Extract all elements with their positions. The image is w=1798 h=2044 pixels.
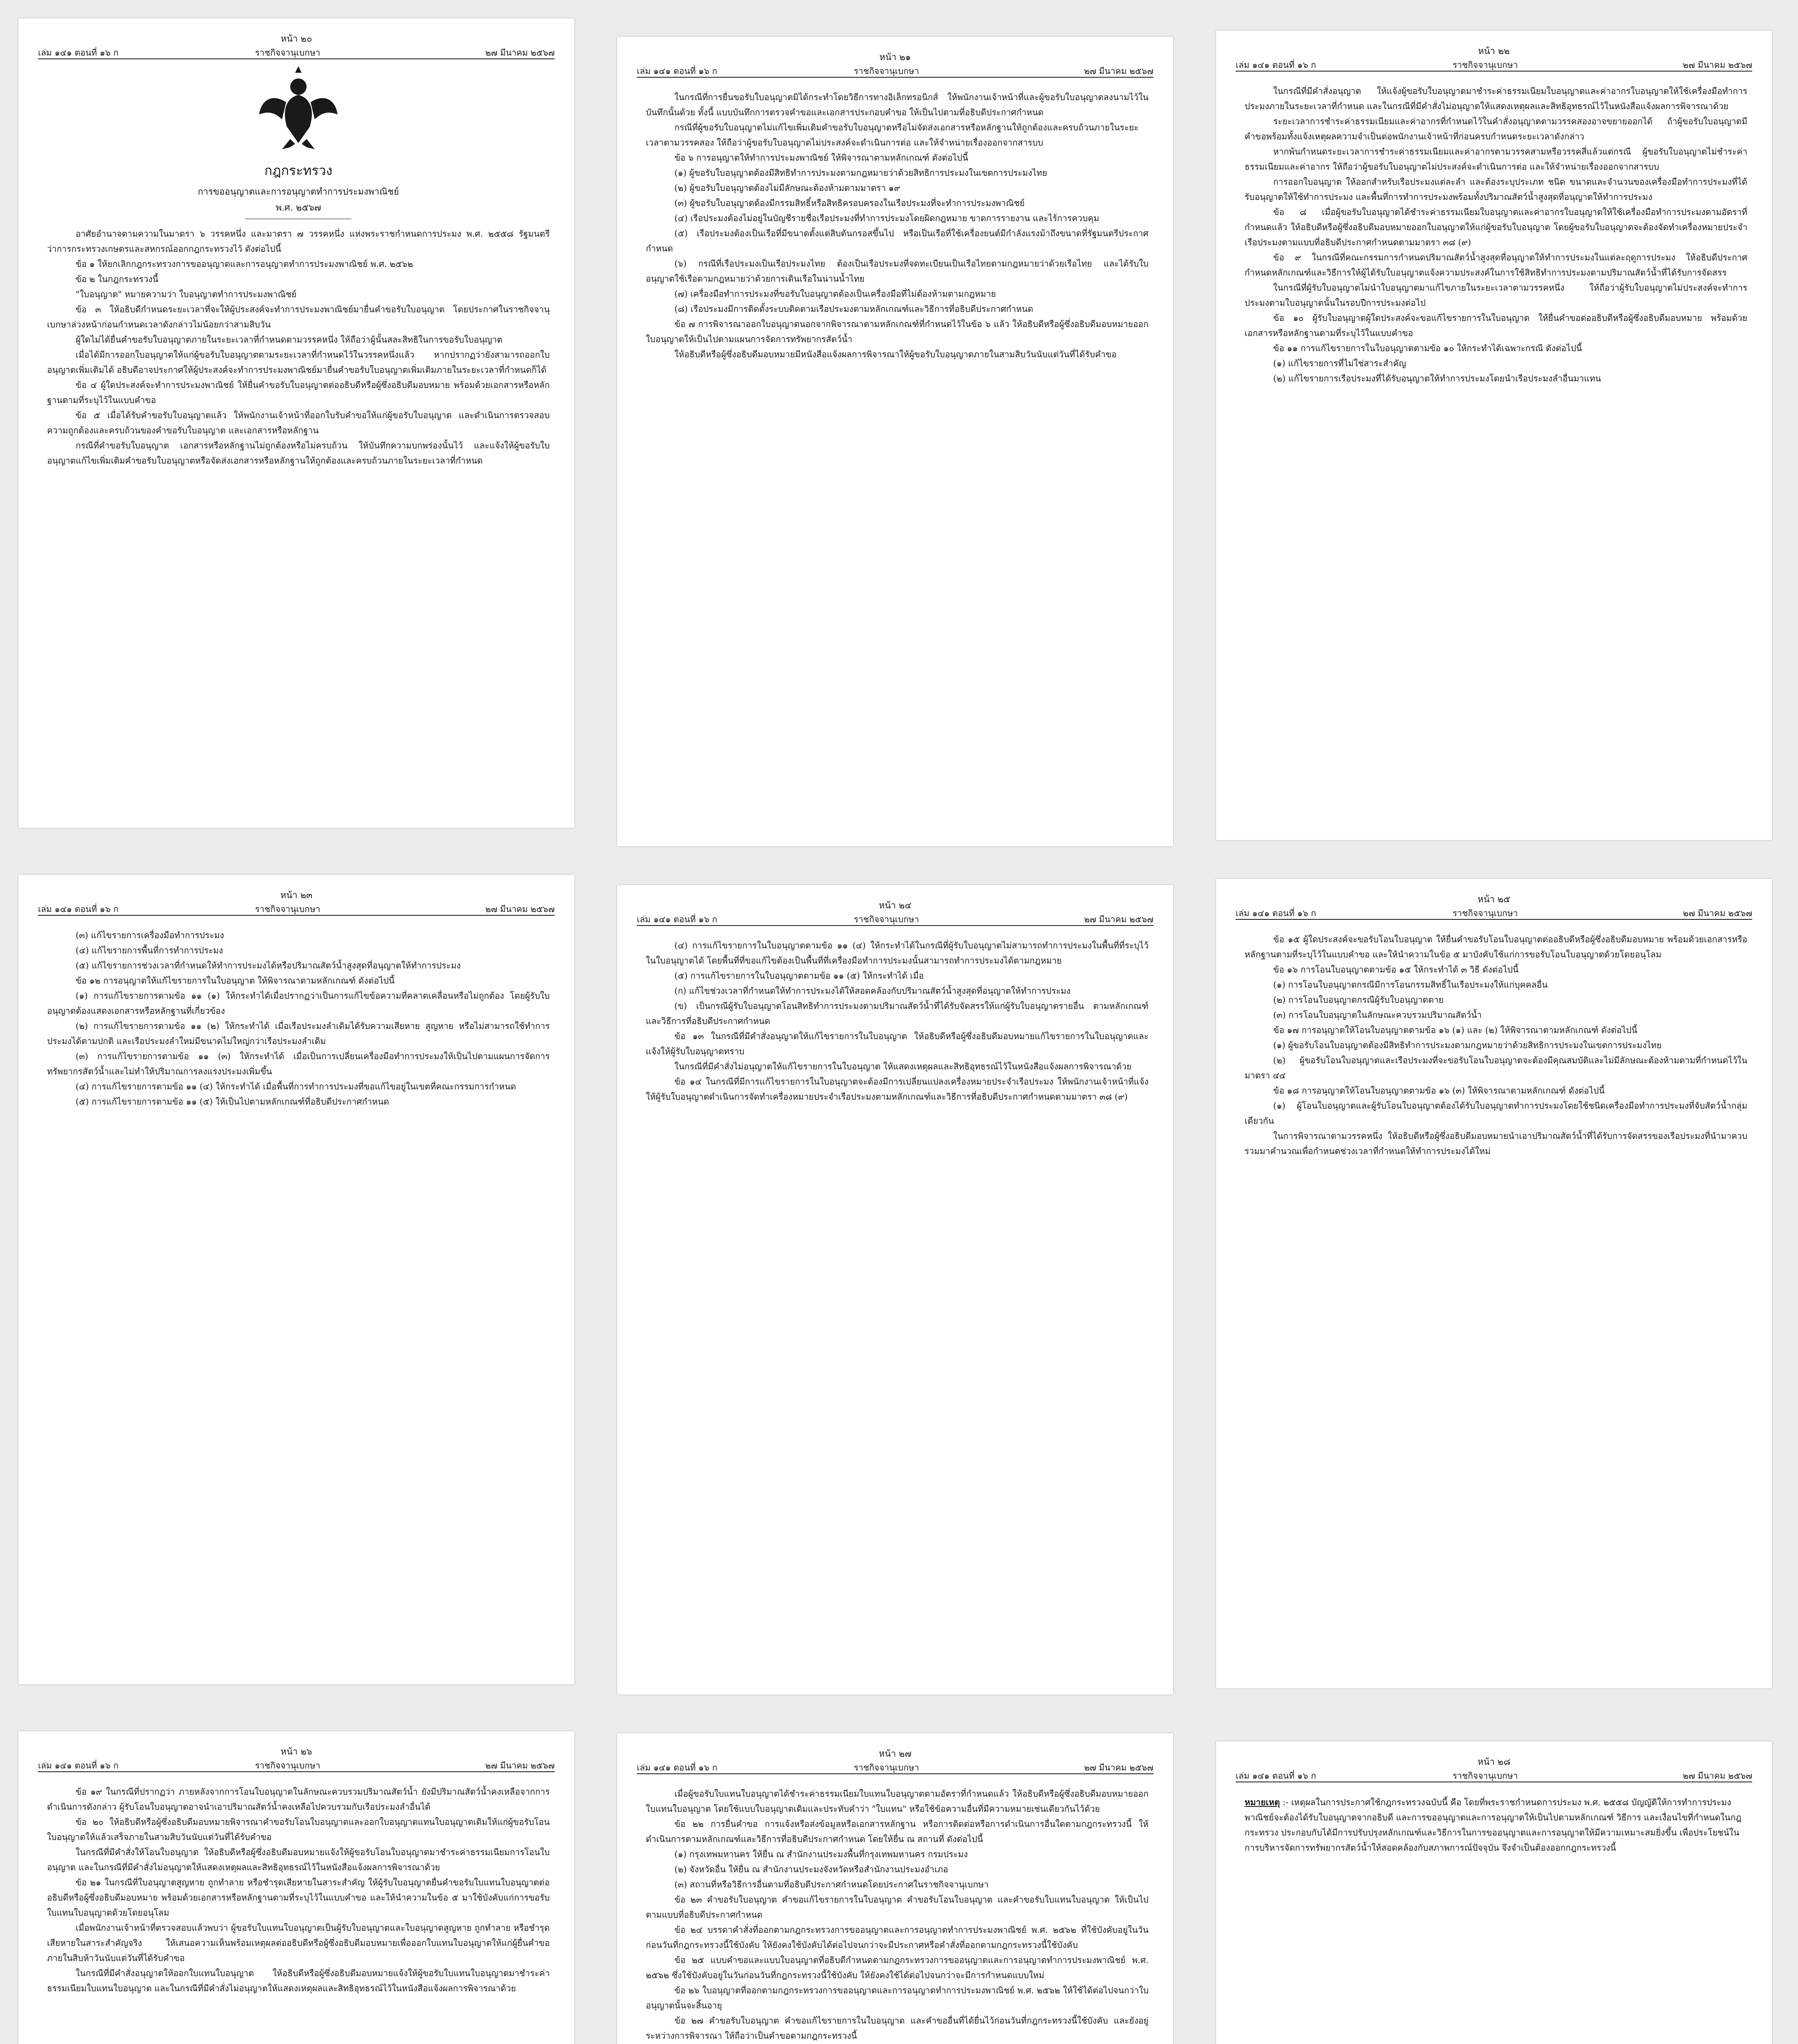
issue-date: ๒๗ มีนาคม ๒๕๖๗ [1683,60,1752,70]
paragraph: (ก) แก้ไขช่วงเวลาที่กำหนดให้ทำการประมงได้ให้สอดคล้องกับปริมาณสัตว์น้ำสูงสุดที่อนุญาตให้ทำการประมง [674,986,1071,996]
volume-label: เล่ม ๑๔๑ ตอนที่ ๑๖ ก [637,66,717,76]
garuda-emblem-icon [257,65,339,151]
page-26 [18,1731,574,2044]
paragraph: ข้อ ๑๙ ในกรณีที่ปรากฏว่า ภายหลังจากการโอนใบอนุญาตในลักษณะควบรวมปริมาณสัตว์น้ำ ยังมีปริมาณสัตว์น้ำคงเหลือจากการดำเนินการดังกล่าว ผู้รับโอนใบอนุญาตอาจนำเอาปริมาณสัตว์น้ำคงเหลือไปควบรวมกับเรือประมงลำอื่นได้ [47,1787,550,1812]
paragraph: (๔) แก้ไขรายการพื้นที่การทำการประมง [76,946,223,955]
paragraph: ข้อ ๒๗ คำขอรับใบอนุญาต คำขอแก้ไขรายการในใบอนุญาต และคำขออื่นที่ได้ยื่นไว้ก่อนวันที่กฎกระทรวงนี้ใช้บังคับ และยังอยู่ระหว่างการพิจารณา ให้ถือว่าเป็นคำขอตามกฎกระทรวงนี้ [646,2016,1149,2041]
page-number: หน้า ๒๗ [879,1749,911,1759]
paragraph: ข้อ ๘ เมื่อผู้ขอรับใบอนุญาตได้ชำระค่าธรรมเนียมใบอนุญาตและค่าอากรใบอนุญาตให้ใช้เครื่องมือทำการประมงตามอัตราที่กำหนดแล้ว ให้อธิบดีหรือผู้ซึ่งอธิบดีมอบหมายออกใบอนุญาตให้แก่ผู้ขอรับใบอนุญาต โดยผู้ขอรับใบอนุญาตจะต้องจัดทำเครื่องหมายประจำเรือประมงตามแบบที่อธิบดีประกาศกำหนดตามมาตรา ๓๘ (๙) [1245,207,1747,247]
paragraph: "ใบอนุญาต" หมายความว่า ใบอนุญาตทำการประมงพาณิชย์ [76,289,297,299]
paragraph: ข้อ ๑๓ ในกรณีที่มีคำสั่งอนุญาตให้แก้ไขรายการในใบอนุญาต ให้อธิบดีหรือผู้ซึ่งอธิบดีมอบหมายแก้ไขรายการในใบอนุญาตและแจ้งให้ผู้รับใบอนุญาตทราบ [646,1031,1149,1056]
paragraph: ข้อ ๑๑ การแก้ไขรายการในใบอนุญาตตามข้อ ๑๐ ให้กระทำได้เฉพาะกรณี ดังต่อไปนี้ [1273,343,1582,353]
page-number: หน้า ๒๒ [1478,46,1510,56]
issue-date: ๒๗ มีนาคม ๒๕๖๗ [1683,908,1752,918]
paragraph: ข้อ ๒๐ ให้อธิบดีหรือผู้ซึ่งอธิบดีมอบหมายพิจารณาคำขอรับโอนใบอนุญาตและออกใบอนุญาตแทนใบอนุญาตเดิมให้แก่ผู้ขอรับโอนใบอนุญาตให้แล้วเสร็จภายในสามสิบวันนับแต่วันที่ได้รับคำขอ [47,1817,550,1842]
page-22 [1216,31,1772,840]
gazette-header [637,912,1153,926]
paragraph: ข้อ ๖ การอนุญาตให้ทำการประมงพาณิชย์ ให้พิจารณาตามหลักเกณฑ์ ดังต่อไปนี้ [674,153,968,163]
gazette-name: ราชกิจจานุเบกษา [255,904,320,914]
paragraph: กรณีที่คำขอรับใบอนุญาต เอกสารหรือหลักฐานไม่ถูกต้องหรือไม่ครบถ้วน ให้บันทึกความบกพร่องนั้นไว้ และแจ้งให้ผู้ขอรับใบอนุญาตแก้ไขเพิ่มเติมคำขอรับใบอนุญาตหรือจัดส่งเอกสารหรือหลักฐานให้ถูกต้องและครบถ้วนภายในระยะเวลาที่กำหนด [47,441,550,466]
paragraph: (๑) แก้ไขรายการที่ไม่ใช่สาระสำคัญ [1273,359,1406,368]
paragraph: (๒) ผู้ขอรับใบอนุญาตต้องไม่มีลักษณะต้องห้ามตามมาตรา ๑๙ [674,183,900,193]
paragraph: (๒) แก้ไขรายการเรือประมงที่ได้รับอนุญาตให้ทำการประมงโดยนำเรือประมงลำอื่นมาแทน [1273,374,1601,383]
paragraph: (๒) การโอนใบอนุญาตกรณีผู้รับใบอนุญาตตาย [1273,995,1444,1005]
gazette-header [637,1760,1153,1774]
page-body [646,938,1149,1678]
page-body [1245,1795,1747,2044]
paragraph: (๒) การแก้ไขรายการตามข้อ ๑๑ (๒) ให้กระทำได้ เมื่อเรือประมงลำเดิมได้รับความเสียหาย สูญหาย หรือไม่สามารถใช้ทำการประมงได้ตามปกติ และเรือประมงลำใหม่มีขนาดไม่ใหญ่กว่าเรือประมงลำเดิม [47,1021,550,1046]
paragraph: ข้อ ๑๕ ผู้ใดประสงค์จะขอรับโอนใบอนุญาต ให้ยื่นคำขอรับโอนใบอนุญาตต่ออธิบดีหรือผู้ซึ่งอธิบดีมอบหมาย พร้อมด้วยเอกสารหรือหลักฐานตามที่ระบุไว้ในแบบคำขอ และให้นำความในข้อ ๕ มาบังคับใช้แก่การขอรับโอนใบอนุญาตด้วยโดยอนุโลม [1245,935,1747,959]
page-body [47,928,550,1668]
paragraph: ข้อ ๔ ผู้ใดประสงค์จะทำการประมงพาณิชย์ ให้ยื่นคำขอรับใบอนุญาตต่ออธิบดีหรือผู้ซึ่งอธิบดีมอบหมาย พร้อมด้วยเอกสารหรือหลักฐานตามที่ระบุไว้ในแบบคำขอ [47,380,550,405]
paragraph: (๘) เรือประมงมีการติดตั้งระบบติดตามเรือประมงตามหลักเกณฑ์และวิธีการที่อธิบดีประกาศกำหนด [674,304,1033,314]
gazette-header [38,902,555,916]
volume-label: เล่ม ๑๔๑ ตอนที่ ๑๖ ก [1236,60,1316,70]
gazette-header [1236,58,1752,72]
gazette-header [1236,906,1752,920]
paragraph: ข้อ ๗ การพิจารณาออกใบอนุญาตนอกจากพิจารณาตามหลักเกณฑ์ที่กำหนดไว้ในข้อ ๖ แล้ว ให้อธิบดีหรือผู้ซึ่งอธิบดีมอบหมายออกใบอนุญาตให้เป็นไปตามแผนการจัดการทรัพยากรสัตว์น้ำ [646,319,1149,344]
document-title: กฎกระทรวง [264,163,333,178]
issue-date: ๒๗ มีนาคม ๒๕๖๗ [485,1761,555,1771]
paragraph: ข้อ ๑๗ การอนุญาตให้โอนใบอนุญาตตามข้อ ๑๖ (๑) และ (๒) ให้พิจารณาตามหลักเกณฑ์ ดังต่อไปนี้ [1273,1025,1637,1035]
paragraph: ข้อ ๑๔ ในกรณีที่มีการแก้ไขรายการในใบอนุญาตจะต้องมีการเปลี่ยนแปลงเครื่องหมายประจำเรือประมง ให้พนักงานเจ้าหน้าที่แจ้งให้ผู้รับใบอนุญาตดำเนินการจัดทำเครื่องหมายประจำเรือประมงตามหลักเกณฑ์และวิธีการที่อธิบดีประกาศกำหนดตามมาตรา ๓๘ (๙) [646,1077,1149,1102]
paragraph: (๔) การแก้ไขรายการตามข้อ ๑๑ (๔) ให้กระทำได้ เมื่อพื้นที่การทำการประมงที่ขอแก้ไขอยู่ในเขตที่คณะกรรมการกำหนด [76,1082,516,1091]
paragraph: (๔) การแก้ไขรายการในใบอนุญาตตามข้อ ๑๑ (๔) ให้กระทำได้ในกรณีที่ผู้รับใบอนุญาตไม่สามารถทำการประมงในพื้นที่ที่ระบุไว้ในใบอนุญาตได้ โดยพื้นที่ที่ขอแก้ไขต้องเป็นพื้นที่ที่เครื่องมือทำการประมงนั้นสามารถทำการประมงได้ตามกฎหมาย [646,941,1149,966]
paragraph: ข้อ ๑๘ การอนุญาตให้โอนใบอนุญาตตามข้อ ๑๖ (๓) ให้พิจารณาตามหลักเกณฑ์ ดังต่อไปนี้ [1273,1086,1605,1096]
page-number: หน้า ๒๘ [1477,1757,1511,1767]
paragraph: (๓) การโอนใบอนุญาตในลักษณะควบรวมปริมาณสัตว์น้ำ [1273,1010,1482,1020]
page-number: หน้า ๒๓ [280,890,313,901]
volume-label: เล่ม ๑๔๑ ตอนที่ ๑๖ ก [637,1763,717,1773]
paragraph: ในกรณีที่มีคำสั่งอนุญาตให้ออกใบแทนใบอนุญาต ให้อธิบดีหรือผู้ซึ่งอธิบดีมอบหมายแจ้งให้ผู้ขอรับใบแทนใบอนุญาตมาชำระค่าธรรมเนียมใบแทนใบอนุญาต และในกรณีที่มีคำสั่งไม่อนุญาตให้แสดงเหตุผลและสิทธิอุทธรณ์ไว้ในหนังสือแจ้งผลการพิจารณาด้วย [47,1968,550,1993]
volume-label: เล่ม ๑๔๑ ตอนที่ ๑๖ ก [38,904,119,914]
paragraph: (๕) การแก้ไขรายการตามข้อ ๑๑ (๕) ให้เป็นไปตามหลักเกณฑ์ที่อธิบดีประกาศกำหนด [76,1097,389,1107]
paragraph: เมื่อได้มีการออกใบอนุญาตให้แก่ผู้ขอรับใบอนุญาตตามระยะเวลาที่กำหนดไว้ในวรรคหนึ่งแล้ว หากปรากฏว่ายังสามารถออกใบอนุญาตเพิ่มเติมได้ อธิบดีอาจประกาศให้ผู้ประสงค์จะทำการประมงพาณิชย์มายื่นคำขอรับใบอนุญาตเพิ่มเติมภายในระยะเวลาที่กำหนดก็ได้ [47,350,550,375]
volume-label: เล่ม ๑๔๑ ตอนที่ ๑๖ ก [38,1761,119,1771]
paragraph: (๔) เรือประมงต้องไม่อยู่ในบัญชีรายชื่อเรือประมงที่ทำการประมงโดยผิดกฎหมาย ขาดการรายงาน และไร้การควบคุม [674,213,1099,223]
page-number: หน้า ๒๐ [280,34,312,44]
gazette-name: ราชกิจจานุเบกษา [853,914,919,924]
gazette-name: ราชกิจจานุเบกษา [255,48,320,58]
page-body [1245,84,1747,824]
issue-date: ๒๗ มีนาคม ๒๕๖๗ [1084,1763,1153,1773]
paragraph: การออกใบอนุญาต ให้ออกสำหรับเรือประมงแต่ละลำ และต้องระบุประเภท ชนิด ขนาดและจำนวนของเครื่องมือทำการประมงที่ได้รับอนุญาตให้ใช้ทำการประมง และพื้นที่การทำการประมงพร้อมทั้งปริมาณสัตว์น้ำสูงสุดที่อนุญาตให้ทำการประมง [1245,177,1747,202]
paragraph: (๑) กรุงเทพมหานคร ให้ยื่น ณ สำนักงานประมงพื้นที่กรุงเทพมหานคร กรมประมง [674,1849,968,1859]
page-24 [617,885,1173,1694]
paragraph: (๕) การแก้ไขรายการในใบอนุญาตตามข้อ ๑๑ (๕) ให้กระทำได้ เมื่อ [674,971,924,981]
paragraph: (๓) การแก้ไขรายการตามข้อ ๑๑ (๓) ให้กระทำได้ เมื่อเป็นการเปลี่ยนเครื่องมือทำการประมงให้เป็นไปตามแผนการจัดการทรัพยากรสัตว์น้ำและไม่ทำให้ปริมาณการลงแรงประมงเพิ่มขึ้น [47,1051,550,1076]
paragraph: ในกรณีที่มีคำสั่งให้โอนใบอนุญาต ให้อธิบดีหรือผู้ซึ่งอธิบดีมอบหมายแจ้งให้ผู้ขอรับโอนใบอนุญาตมาชำระค่าธรรมเนียมการโอนใบอนุญาต และในกรณีที่มีคำสั่งไม่อนุญาตให้แสดงเหตุผลและสิทธิอุทธรณ์ไว้ในหนังสือแจ้งผลการพิจารณาด้วย [47,1847,550,1872]
issue-date: ๒๗ มีนาคม ๒๕๖๗ [1084,914,1153,924]
issue-date: ๒๗ มีนาคม ๒๕๖๗ [485,904,555,914]
gazette-header [637,64,1153,78]
paragraph: (ข) เป็นกรณีผู้รับใบอนุญาตโอนสิทธิทำการประมงตามปริมาณสัตว์น้ำที่ได้รับจัดสรรให้แก่ผู้รับใบอนุญาตรายอื่น ตามหลักเกณฑ์และวิธีการที่อธิบดีประกาศกำหนด [646,1001,1149,1026]
gazette-name: ราชกิจจานุเบกษา [1452,908,1518,918]
paragraph: (๑) ผู้ขอรับโอนใบอนุญาตต้องมีสิทธิทำการประมงตามกฎหมายว่าด้วยสิทธิการประมงในเขตการประมงไทย [1273,1040,1662,1050]
paragraph: (๒) จังหวัดอื่น ให้ยื่น ณ สำนักงานประมงจังหวัดหรือสำนักงานประมงอำเภอ [674,1865,948,1874]
note-label: หมายเหตุ [1245,1797,1280,1807]
page-body [47,65,550,811]
paragraph: อาศัยอำนาจตามความในมาตรา ๖ วรรคหนึ่ง และมาตรา ๗ วรรคหนึ่ง แห่งพระราชกำหนดการประมง พ.ศ. ๒๕๕๘ รัฐมนตรีว่าการกระทรวงเกษตรและสหกรณ์ออกกฎกระทรวงไว้ ดังต่อไปนี้ [47,229,550,254]
page-25 [1216,879,1772,1688]
paragraph: (๓) แก้ไขรายการเครื่องมือทำการประมง [76,930,224,940]
issue-date: ๒๗ มีนาคม ๒๕๖๗ [1084,66,1153,76]
paragraph: ในกรณีที่มีคำสั่งไม่อนุญาตให้แก้ไขรายการในใบอนุญาต ให้แสดงเหตุผลและสิทธิอุทธรณ์ไว้ในหนังสือแจ้งผลการพิจารณาด้วย [674,1062,1132,1071]
document-subtitle: การขออนุญาตและการอนุญาตทำการประมงพาณิชย์ [197,187,399,197]
paragraph: ข้อ ๒๒ การยื่นคำขอ การแจ้งหรือส่งข้อมูลหรือเอกสารหลักฐาน หรือการติดต่อหรือการดำเนินการอื่นใดตามกฎกระทรวงนี้ ให้ดำเนินการตามหลักเกณฑ์และวิธีการที่อธิบดีประกาศกำหนด โดยให้ยื่น ณ สถานที่ ดังต่อไปนี้ [646,1819,1149,1844]
paragraph: ให้อธิบดีหรือผู้ซึ่งอธิบดีมอบหมายมีหนังสือแจ้งผลการพิจารณาให้ผู้ขอรับใบอนุญาตภายในสามสิบวันนับแต่วันที่ได้รับคำขอ [674,350,1117,359]
paragraph: เมื่อพนักงานเจ้าหน้าที่ตรวจสอบแล้วพบว่า ผู้ขอรับใบแทนใบอนุญาตเป็นผู้รับใบอนุญาตและใบอนุญาตสูญหาย ถูกทำลาย หรือชำรุดเสียหายในสาระสำคัญจริง ให้เสนอความเห็นพร้อมเหตุผลต่ออธิบดีหรือผู้ซึ่งอธิบดีมอบหมายเพื่อออกใบแทนใบอนุญาตให้แก่ผู้ยื่นคำขอภายในสิบห้าวันนับแต่วันที่ได้รับคำขอ [47,1923,550,1963]
page-number: หน้า ๒๑ [879,52,911,63]
paragraph: ข้อ ๙ ในกรณีที่คณะกรรมการกำหนดปริมาณสัตว์น้ำสูงสุดที่อนุญาตให้ทำการประมงในแต่ละฤดูการประมง ให้อธิบดีประกาศกำหนดหลักเกณฑ์และวิธีการให้ผู้ได้รับใบอนุญาตแจ้งความประสงค์ในการใช้สิทธิทำการประมงตามปริมาณสัตว์น้ำที่ได้รับการจัดสรร [1245,253,1747,278]
volume-label: เล่ม ๑๔๑ ตอนที่ ๑๖ ก [1236,908,1316,918]
paragraph: ข้อ ๒๓ คำขอรับใบอนุญาต คำขอแก้ไขรายการในใบอนุญาต คำขอรับโอนใบอนุญาต และคำขอรับใบแทนใบอนุญาต ให้เป็นไปตามแบบที่อธิบดีประกาศกำหนด [646,1895,1149,1920]
gazette-header [1236,1768,1752,1782]
gazette-name: ราชกิจจานุเบกษา [1452,60,1518,70]
paragraph: ในกรณีที่ผู้รับใบอนุญาตไม่นำใบอนุญาตมาแก้ไขภายในระยะเวลาตามวรรคหนึ่ง ให้ถือว่าผู้รับใบอนุญาตไม่ประสงค์จะทำการประมงตามใบอนุญาตนั้นในรอบปีการประมงต่อไป [1245,283,1747,308]
paragraph: (๑) การแก้ไขรายการตามข้อ ๑๑ (๑) ให้กระทำได้เมื่อปรากฏว่าเป็นการแก้ไขข้อความที่คลาดเคลื่อนหรือไม่ถูกต้อง โดยผู้รับใบอนุญาตต้องแสดงเอกสารหรือหลักฐานที่เกี่ยวข้อง [47,991,550,1016]
paragraph: กรณีที่ผู้ขอรับใบอนุญาตไม่แก้ไขเพิ่มเติมคำขอรับใบอนุญาตหรือไม่จัดส่งเอกสารหรือหลักฐานให้ถูกต้องและครบถ้วนภายในระยะเวลาตามวรรคสอง ให้ถือว่าผู้ขอรับใบอนุญาตไม่ประสงค์จะดำเนินการต่อ และให้จำหน่ายเรื่องออกจากสารบบ [646,123,1139,148]
document-year: พ.ศ. ๒๕๖๗ [275,203,321,213]
gazette-name: ราชกิจจานุเบกษา [853,66,919,76]
paragraph: (๑) การโอนใบอนุญาตกรณีมีการโอนกรรมสิทธิ์ในเรือประมงให้แก่บุคคลอื่น [1273,980,1548,990]
paragraph: (๑) ผู้โอนใบอนุญาตและผู้รับโอนใบอนุญาตต้องได้รับใบอนุญาตทำการประมงโดยใช้ชนิดเครื่องมือทำการประมงที่จับสัตว์น้ำกลุ่มเดียวกัน [1245,1101,1747,1126]
page-28 [1216,1741,1772,2044]
paragraph: ข้อ ๒๖ ใบอนุญาตที่ออกตามกฎกระทรวงการขออนุญาตและการอนุญาตทำการประมงพาณิชย์ พ.ศ. ๒๕๖๒ ให้ใช้ได้ต่อไปจนกว่าใบอนุญาตนั้นจะสิ้นอายุ [646,1986,1149,2010]
volume-label: เล่ม ๑๔๑ ตอนที่ ๑๖ ก [38,48,119,58]
paragraph: ข้อ ๑๖ การโอนใบอนุญาตตามข้อ ๑๕ ให้กระทำได้ ๓ วิธี ดังต่อไปนี้ [1273,965,1519,975]
paragraph: (๗) เครื่องมือทำการประมงที่ขอรับใบอนุญาตต้องเป็นเครื่องมือที่ไม่ต้องห้ามตามกฎหมาย [674,289,996,299]
paragraph: เมื่อผู้ขอรับใบแทนใบอนุญาตได้ชำระค่าธรรมเนียมใบแทนใบอนุญาตตามอัตราที่กำหนดแล้ว ให้อธิบดีหรือผู้ซึ่งอธิบดีมอบหมายออกใบแทนใบอนุญาต โดยใช้แบบใบอนุญาตเดิมและประทับคำว่า "ใบแทน" หรือใช้ข้อความอื่นที่มีความหมายเช่นเดียวกันไว้ด้วย [646,1789,1149,1814]
paragraph: ในกรณีที่มีคำสั่งอนุญาต ให้แจ้งผู้ขอรับใบอนุญาตมาชำระค่าธรรมเนียมใบอนุญาตและค่าอากรใบอนุญาตให้ใช้เครื่องมือทำการประมงภายในระยะเวลาที่กำหนด และในกรณีที่มีคำสั่งไม่อนุญาตให้แสดงเหตุผลและสิทธิอุทธรณ์ไว้ในหนังสือแจ้งผลการพิจารณาด้วย [1245,86,1747,111]
note-text: :- เหตุผลในการประกาศใช้กฎกระทรวงฉบับนี้ คือ โดยที่พระราชกำหนดการประมง พ.ศ. ๒๕๕๘ บัญญัติให้การทำการประมงพาณิชย์จะต้องได้รับใบอนุญาตจากอธิบดี และการขออนุญาตและการอนุญาตให้เป็นไปตามหลักเกณฑ์ วิธีการ และเงื่อนไขที่กำหนดในกฎกระทรวง ประกอบกับได้มีการปรับปรุงหลักเกณฑ์และวิธีการในการขออนุญาตและการอนุญาตให้มีความเหมาะสมยิ่งขึ้น เพื่อประโยชน์ในการบริหารจัดการทรัพยากรสัตว์น้ำให้สอดคล้องกับสภาพการณ์ปัจจุบัน จึงจำเป็นต้องออกกฎกระทรวงนี้ [1245,1797,1742,1853]
page-number: หน้า ๒๖ [280,1747,312,1757]
page-21 [617,37,1173,846]
paragraph: ข้อ ๒๔ บรรดาคำสั่งที่ออกตามกฎกระทรวงการขออนุญาตและการอนุญาตทำการประมงพาณิชย์ พ.ศ. ๒๕๖๒ ที่ใช้บังคับอยู่ในวันก่อนวันที่กฎกระทรวงนี้ใช้บังคับ ให้ยังคงใช้บังคับได้ต่อไปจนกว่าจะมีประกาศหรือคำสั่งที่ออกตามกฎกระทรวงนี้ใช้บังคับ [646,1925,1149,1950]
page-body [646,1786,1149,2044]
gazette-name: ราชกิจจานุเบกษา [853,1763,919,1773]
paragraph: ข้อ ๕ เมื่อได้รับคำขอรับใบอนุญาตแล้ว ให้พนักงานเจ้าหน้าที่ออกใบรับคำขอให้แก่ผู้ขอรับใบอนุญาต และดำเนินการตรวจสอบความถูกต้องและครบถ้วนของคำขอรับใบอนุญาต และเอกสารหรือหลักฐาน [47,410,550,435]
gazette-header [38,45,555,59]
page-body [646,90,1149,830]
gazette-header [38,1758,555,1772]
page-number: หน้า ๒๔ [878,901,912,911]
paragraph: (๑) ผู้ขอรับใบอนุญาตต้องมีสิทธิทำการประมงตามกฎหมายว่าด้วยสิทธิการประมงในเขตการประมงไทย [674,168,1048,178]
paragraph: หากพ้นกำหนดระยะเวลาการชำระค่าธรรมเนียมและค่าอากรตามวรรคสามหรือวรรคสี่แล้วแต่กรณี ผู้ขอรับใบอนุญาตไม่ชำระค่าธรรมเนียมและค่าอากร ให้ถือว่าผู้ขอรับใบอนุญาตไม่ประสงค์จะดำเนินการต่อ และให้จำหน่ายเรื่องออกจากสารบบ [1245,147,1747,172]
paragraph: (๖) กรณีที่เรือประมงเป็นเรือประมงไทย ต้องเป็นเรือประมงที่จดทะเบียนเป็นเรือไทยตามกฎหมายว่าด้วยเรือไทย และได้รับใบอนุญาตใช้เรือตามกฎหมายว่าด้วยการเดินเรือในน่านน้ำไทย [646,259,1149,284]
paragraph: ข้อ ๓ ให้อธิบดีกำหนดระยะเวลาที่จะให้ผู้ประสงค์จะทำการประมงพาณิชย์มายื่นคำขอรับใบอนุญาต โดยประกาศในราชกิจจานุเบกษาล่วงหน้าก่อนกำหนดเวลาดังกล่าวไม่น้อยกว่าสามสิบวัน [47,305,550,329]
paragraph: (๓) สถานที่หรือวิธีการอื่นตามที่อธิบดีประกาศกำหนดโดยประกาศในราชกิจจานุเบกษา [674,1880,989,1889]
page-number: หน้า ๒๕ [1477,894,1511,905]
paragraph: ระยะเวลาการชำระค่าธรรมเนียมและค่าอากรที่กำหนดไว้ในคำสั่งอนุญาตตามวรรคสองอาจขยายออกได้ ถ้าผู้ขอรับใบอนุญาตมีคำขอพร้อมทั้งแจ้งเหตุผลความจำเป็นต่อพนักงานเจ้าหน้าที่ก่อนครบกำหนดระยะเวลาดังกล่าว [1245,117,1747,141]
paragraph: ในกรณีที่การยื่นขอรับใบอนุญาตมิได้กระทำโดยวิธีการทางอิเล็กทรอนิกส์ ให้พนักงานเจ้าหน้าที่และผู้ขอรับใบอนุญาตลงนามไว้ในบันทึกนั้นด้วย ทั้งนี้ แบบบันทึกการตรวจคำขอและเอกสารประกอบคำขอ ให้เป็นไปตามที่อธิบดีประกาศกำหนด [646,92,1149,117]
paragraph: ข้อ ๑ ให้ยกเลิกกฎกระทรวงการขออนุญาตและการอนุญาตทำการประมงพาณิชย์ พ.ศ. ๒๕๖๒ [76,259,413,269]
paragraph: (๓) ผู้ขอรับใบอนุญาตต้องมีกรรมสิทธิ์หรือสิทธิครอบครองในเรือประมงที่จะทำการประมงพาณิชย์ [674,198,1025,208]
volume-label: เล่ม ๑๔๑ ตอนที่ ๑๖ ก [1236,1771,1316,1781]
gazette-name: ราชกิจจานุเบกษา [255,1761,320,1771]
explanatory-note [1245,1795,1747,1856]
page-20 [18,18,574,828]
page-27 [617,1733,1173,2044]
paragraph: ข้อ ๒๑ ในกรณีที่ใบอนุญาตสูญหาย ถูกทำลาย หรือชำรุดเสียหายในสาระสำคัญ ให้ผู้รับใบอนุญาตยื่นคำขอรับใบแทนใบอนุญาตต่ออธิบดีหรือผู้ซึ่งอธิบดีมอบหมาย พร้อมด้วยเอกสารหรือหลักฐานตามที่ระบุไว้ในแบบคำขอ และให้นำความในข้อ ๕ มาใช้บังคับแก่การขอรับใบแทนใบอนุญาตด้วยโดยอนุโลม [47,1878,550,1918]
paragraph: ข้อ ๑๐ ผู้รับใบอนุญาตผู้ใดประสงค์จะขอแก้ไขรายการในใบอนุญาต ให้ยื่นคำขอต่ออธิบดีหรือผู้ซึ่งอธิบดีมอบหมาย พร้อมด้วยเอกสารหรือหลักฐานตามที่ระบุไว้ในแบบคำขอ [1245,313,1747,338]
paragraph: ข้อ ๒๕ แบบคำขอและแบบใบอนุญาตที่อธิบดีกำหนดตามกฎกระทรวงการขออนุญาตและการอนุญาตทำการประมงพาณิชย์ พ.ศ. ๒๕๖๒ ซึ่งใช้บังคับอยู่ในวันก่อนวันที่กฎกระทรวงนี้ใช้บังคับ ให้ยังคงใช้ได้ต่อไปจนกว่าจะมีการกำหนดแบบใหม่ [646,1955,1149,1980]
paragraph: ในการพิจารณาตามวรรคหนึ่ง ให้อธิบดีหรือผู้ซึ่งอธิบดีมอบหมายนำเอาปริมาณสัตว์น้ำที่ได้รับการจัดสรรของเรือประมงที่นำมาควบรวมมาคำนวณเพื่อกำหนดช่วงเวลาที่กำหนดให้ทำการประมงได้ใหม่ [1245,1131,1747,1156]
paragraph: ข้อ ๑๒ การอนุญาตให้แก้ไขรายการในใบอนุญาต ให้พิจารณาตามหลักเกณฑ์ ดังต่อไปนี้ [76,976,395,986]
paragraph: ผู้ใดไม่ได้ยื่นคำขอรับใบอนุญาตภายในระยะเวลาที่กำหนดตามวรรคหนึ่ง ให้ถือว่าผู้นั้นสละสิทธิในการขอรับใบอนุญาต [76,335,503,345]
page-body [47,1784,550,2044]
paragraph: ข้อ ๒ ในกฎกระทรวงนี้ [76,274,159,284]
paragraph: (๒) ผู้ขอรับโอนใบอนุญาตและเรือประมงที่จะขอรับโอนใบอนุญาตจะต้องมีคุณสมบัติและไม่มีลักษณะต้องห้ามตามที่กำหนดไว้ในมาตรา ๔๔ [1245,1056,1747,1080]
volume-label: เล่ม ๑๔๑ ตอนที่ ๑๖ ก [637,914,717,924]
page-body [1245,932,1747,1672]
issue-date: ๒๗ มีนาคม ๒๕๖๗ [1683,1771,1752,1781]
issue-date: ๒๗ มีนาคม ๒๕๖๗ [485,48,555,58]
paragraph: (๕) แก้ไขรายการช่วงเวลาที่กำหนดให้ทำการประมงได้หรือปริมาณสัตว์น้ำสูงสุดที่อนุญาตให้ทำการประมง [76,961,461,970]
gazette-name: ราชกิจจานุเบกษา [1452,1771,1518,1781]
paragraph: (๕) เรือประมงต้องเป็นเรือที่มีขนาดตั้งแต่สิบตันกรอสขึ้นไป หรือเป็นเรือที่ใช้เครื่องยนต์มีกำลังแรงม้าถึงขนาดที่รัฐมนตรีประกาศกำหนด [646,229,1149,253]
page-23 [18,875,574,1684]
